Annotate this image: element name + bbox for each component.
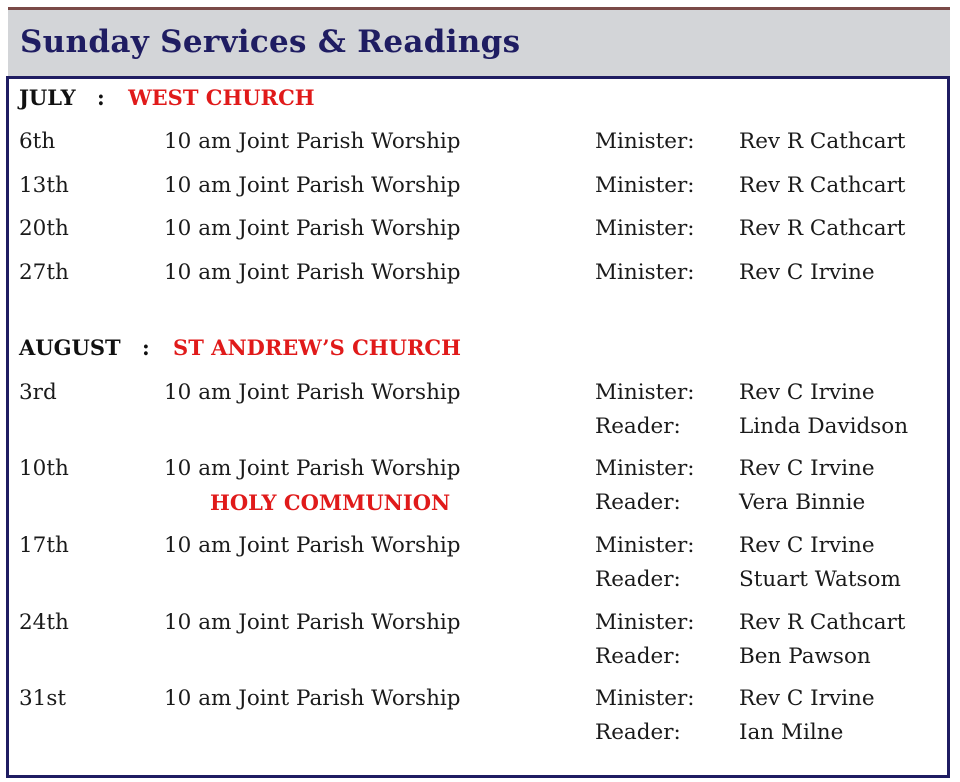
role-label: Minister: xyxy=(595,686,695,711)
person-name: Rev R Cathcart xyxy=(739,129,906,154)
service-date: 10th xyxy=(19,456,69,481)
service-description: 10 am Joint Parish Worship xyxy=(164,380,461,405)
month-heading-august xyxy=(19,335,461,365)
role-label: Minister: xyxy=(595,173,695,198)
person-name: Rev C Irvine xyxy=(739,533,875,558)
church-name: WEST CHURCH xyxy=(128,85,315,110)
service-date: 17th xyxy=(19,533,69,558)
service-date: 24th xyxy=(19,610,69,635)
person-name: Rev R Cathcart xyxy=(739,173,906,198)
role-label: Reader: xyxy=(595,567,681,592)
service-description: 10 am Joint Parish Worship xyxy=(164,533,461,558)
month-separator: : xyxy=(96,85,105,110)
role-label: Minister: xyxy=(595,216,695,241)
church-name: ST ANDREW’S CHURCH xyxy=(173,335,461,360)
service-description: 10 am Joint Parish Worship xyxy=(164,216,461,241)
person-name: Stuart Watsom xyxy=(739,567,901,592)
month-name: JULY xyxy=(19,85,76,110)
role-label: Minister: xyxy=(595,533,695,558)
service-note: HOLY COMMUNION xyxy=(210,490,451,515)
service-description: 10 am Joint Parish Worship xyxy=(164,456,461,481)
role-label: Reader: xyxy=(595,490,681,515)
person-name: Rev C Irvine xyxy=(739,380,875,405)
role-label: Minister: xyxy=(595,129,695,154)
person-name: Rev C Irvine xyxy=(739,456,875,481)
schedule-frame xyxy=(6,76,950,778)
service-date: 20th xyxy=(19,216,69,241)
role-label: Reader: xyxy=(595,644,681,669)
person-name: Rev R Cathcart xyxy=(739,216,906,241)
service-description: 10 am Joint Parish Worship xyxy=(164,610,461,635)
page-title: Sunday Services & Readings xyxy=(20,24,521,60)
month-separator: : xyxy=(141,335,150,360)
person-name: Ben Pawson xyxy=(739,644,871,669)
person-name: Linda Davidson xyxy=(739,414,909,439)
role-label: Minister: xyxy=(595,260,695,285)
service-description: 10 am Joint Parish Worship xyxy=(164,260,461,285)
month-name: AUGUST xyxy=(19,335,121,360)
service-date: 13th xyxy=(19,173,69,198)
person-name: Rev R Cathcart xyxy=(739,610,906,635)
person-name: Rev C Irvine xyxy=(739,686,875,711)
service-date: 31st xyxy=(19,686,67,711)
role-label: Minister: xyxy=(595,610,695,635)
role-label: Reader: xyxy=(595,414,681,439)
header-bar xyxy=(8,10,950,76)
person-name: Ian Milne xyxy=(739,720,844,745)
role-label: Minister: xyxy=(595,380,695,405)
month-heading-july xyxy=(19,85,315,115)
person-name: Rev C Irvine xyxy=(739,260,875,285)
service-description: 10 am Joint Parish Worship xyxy=(164,129,461,154)
person-name: Vera Binnie xyxy=(739,490,866,515)
service-description: 10 am Joint Parish Worship xyxy=(164,173,461,198)
service-date: 3rd xyxy=(19,380,57,405)
service-date: 6th xyxy=(19,129,56,154)
service-date: 27th xyxy=(19,260,69,285)
service-description: 10 am Joint Parish Worship xyxy=(164,686,461,711)
role-label: Minister: xyxy=(595,456,695,481)
role-label: Reader: xyxy=(595,720,681,745)
